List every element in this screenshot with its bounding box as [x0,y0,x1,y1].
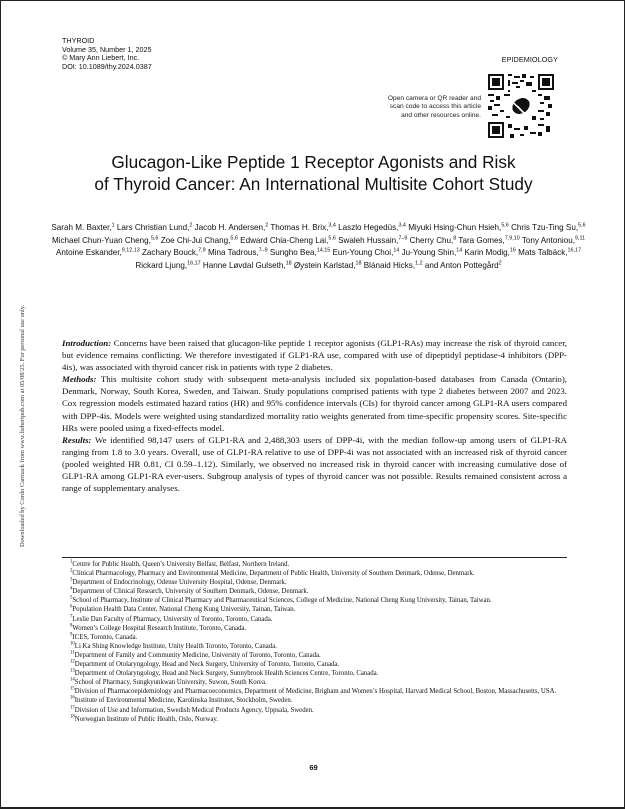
author-affiliation-ref: 2 [498,259,502,266]
affiliation-item [62,633,567,642]
affiliation-number: 10 [70,641,75,647]
author-affiliation-ref: 14 [393,247,400,254]
journal-name: THYROID [62,36,95,45]
affiliations-list [62,560,567,724]
affiliation-number: 6 [70,605,73,611]
affiliation-item [62,651,567,660]
author [52,236,159,245]
author-name: Blánaid Hicks, [363,260,416,270]
author-affiliation-ref: 14,15 [316,247,331,254]
author-affiliation-ref: 16,17 [187,259,201,266]
author-affiliation-ref: 18 [285,259,292,266]
affiliation-item [62,578,567,587]
author-name: Cherry Chu, [409,235,454,245]
author [240,236,336,245]
abstract-introduction [62,337,567,373]
author-affiliation-ref: 2 [265,222,269,229]
qr-caption-line: Open camera or QR reader and [387,95,481,102]
affiliation-item [62,587,567,596]
affiliation-text: Population Health Data Center, National Cheng Kung University, Tainan, Taiwan. [72,606,296,614]
affiliation-text: School of Pharmacy, Sungkyunkwan University, Suwon, South Korea. [74,679,267,687]
affiliation-number: 1 [70,559,73,565]
author-affiliation-ref: 5,6 [328,234,336,241]
author [518,248,581,257]
author [135,261,200,270]
affiliation-text: Department of Clinical Research, University of Southern Denmark, Odense, Denmark. [72,588,309,596]
author-affiliation-ref: 16 [509,247,516,254]
affiliation-text: Leslie Dan Faculty of Pharmacy, University of Toronto, Toronto, Canada. [72,615,273,623]
affiliation-item [62,678,567,687]
affiliation-text: Division of Pharmacoepidemiology and Pharmacoeconomics, Department of Medicine, Brigham and Women’s Hospital, Harvard Medical School, Boston, Massachusetts, USA. [74,688,557,696]
affiliation-text: Norwegian Institute of Public Health, Oslo, Norway. [74,715,219,723]
author [195,223,269,232]
author-name: Rickard Ljung, [135,260,188,270]
author [332,248,399,257]
journal-copyright: © Mary Ann Liebert, Inc. [62,53,140,63]
affiliation-number: 2 [70,568,73,574]
affiliation-number: 13 [70,668,75,674]
affiliation-item [62,596,567,605]
author-affiliation-ref: 8 [453,234,457,241]
affiliation-item [62,687,567,696]
page-bottom-border [1,807,624,808]
title-line: of Thyroid Cancer: An International Multisite Cohort Study [94,173,533,194]
author-name: Sungho Bea, [269,248,317,257]
author [464,248,515,257]
affiliation-number: 7 [70,614,73,620]
affiliation-number: 5 [70,596,73,602]
author [270,248,330,257]
author-name: Antoine Eskander, [56,248,122,257]
author [142,248,206,257]
qr-caption-line: and other resources online. [401,111,481,119]
author-affiliation-ref: 2 [189,222,193,229]
author-name: Miyuki Hsing-Chun Hsieh, [408,223,502,232]
affiliation-text: Division of Use and Information, Swedish Medical Products Agency, Uppsala, Sweden. [74,706,314,714]
author-affiliation-ref: 3,4 [398,222,406,229]
author-name: Edward Chia-Cheng Lai, [240,235,329,245]
affiliation-item [62,660,567,669]
affiliation-text: Department of Otolaryngology, Head and Neck Surgery, Sunnybrook Health Sciences Centre, Toronto, Canada. [74,670,379,678]
affiliation-item [62,569,567,578]
affiliation-text: Department of Endocrinology, Odense University Hospital, Odense, Denmark. [72,579,287,587]
author-name: Karin Modig, [464,248,510,257]
author [51,223,114,232]
author-affiliation-ref: 7–9 [398,234,408,241]
affiliation-number: 17 [70,705,75,711]
affiliation-number: 3 [70,577,73,583]
author-affiliation-ref: 7,9,10 [504,234,520,241]
journal-meta [62,37,152,71]
affiliation-number: 16 [70,696,75,702]
title-line: Glucagon-Like Peptide 1 Receptor Agonists and Risk [111,152,516,172]
affiliation-text: Clinical Pharmacology, Pharmacy and Environmental Medicine, Department of Public Health, University of Southern Denmark, Odense, Denmark. [72,570,475,578]
author [203,261,292,270]
affiliation-item [62,696,567,705]
author-name: Sarah M. Baxter, [51,223,112,232]
author-name: Laszlo Hegedüs, [338,223,399,232]
abstract-label: Results: [62,434,92,445]
section-label: EPIDEMIOLOGY [501,55,558,64]
affiliation-number: 15 [70,687,75,693]
abstract-text: This multisite cohort study with subsequent meta-analysis included six population-based databases from Canada (Ontario), Denmark, Norway, South Korea, Sweden, and Taiwan. Study populations comprised patients with type 2 diabetes between 2007 and 2023. Cox regression models estimated hazard ratios (HR) and 95% confidence intervals (CIs) for thyroid cancer among GLP1-RA users compared with DPP-4is. Models were weighted using standardized mortality ratio weights generated from time-specific propensity scores. Site-specific HRs were pooled using a fixed-effects model. [62,374,567,433]
author-affiliation-ref: 5,6 [578,222,586,229]
author-affiliation-ref: 7–9 [258,247,268,254]
author [364,261,423,270]
author [410,236,457,245]
article-title [41,152,586,195]
abstract-text: We identified 98,147 users of GLP1-RA and 2,488,303 users of DPP-4i, with the median follow-up among users of GLP1-RA ranging from 1.8 to 3.0 years. Overall, use of GLP1-RA relative to use of DPP-4i was not associated with an increased risk of thyroid cancer (pooled weighted HR 0.81, CI 0.59–1.12). Similarly, we observed no increased risk in thyroid cancer with increasing cumulative dose of GLP1-RA among GLP1-RA ever-users. Subgroup analysis of types of thyroid cancer was not possible. Results remained consistent across a range of supplementary analyses. [62,434,567,494]
author-affiliation-ref: 5,6 [501,222,509,229]
affiliation-text: School of Pharmacy, Institute of Clinical Pharmacy and Pharmaceutical Sciences, College of Medicine, National Cheng Kung University, Tainan, Taiwan. [72,597,492,605]
author-name: Jacob H. Andersen, [194,223,266,232]
affiliation-text: Department of Family and Community Medicine, University of Toronto, Toronto, Canada. [74,651,321,659]
author-name: Chris Tzu-Ting Su, [511,223,579,232]
affiliation-number: 8 [70,623,73,629]
author-name: Øystein Karlstad, [293,260,356,270]
affiliation-number: 4 [70,587,73,593]
author [208,248,268,257]
affiliation-text: Women’s College Hospital Research Institute, Toronto, Canada. [72,624,247,632]
author [408,223,509,232]
author [117,223,192,232]
affiliation-number: 14 [70,677,75,683]
author [270,223,336,232]
author [338,223,406,232]
author-affiliation-ref: 7,9 [198,247,206,254]
author-affiliation-ref: 5,6 [230,234,238,241]
author-name: Hanne Løvdal Gulseth, [202,260,286,270]
affiliation-text: Centre for Public Health, Queen’s University Belfast, Belfast, Northern Ireland. [72,561,290,568]
author-name: Zoe Chi-Jui Chang, [160,235,231,245]
author-name: Lars Christian Lund, [116,223,190,232]
author-name: Tony Antoniou, [521,235,575,245]
affiliation-text: Institute of Environmental Medicine, Karolinska Institutet, Stockholm, Sweden. [74,697,293,705]
author [161,236,238,245]
affiliation-number: 18 [70,714,75,720]
page-number: 69 [309,763,318,772]
author [425,261,502,270]
affiliation-item [62,605,567,614]
author-affiliation-ref: 9,11 [574,234,586,241]
affiliation-text: ICES, Toronto, Canada. [72,633,138,641]
affiliation-item [62,715,567,724]
author-affiliation-ref: 1,2 [415,259,423,266]
author-name: Zachary Bouck, [141,248,199,257]
footnote-divider [62,557,567,558]
journal-volume-issue: Volume 35, Number 1, 2025 [62,44,152,54]
journal-doi[interactable]: DOI: 10.1089/thy.2024.0387 [62,61,152,71]
author-affiliation-ref: 18 [355,259,362,266]
author-name: Mina Tadrous, [207,248,259,257]
author-name: Ju-Young Shin, [401,248,457,257]
author-name: and Anton Pottegård [424,260,499,270]
affiliation-number: 9 [70,632,73,638]
download-watermark: Downloaded by Cordo Carmack from www.liebertpub.com at 05/08/25. For personal use only. [19,304,26,547]
author-list [51,222,586,272]
author-name: Swaleh Hussain, [338,235,399,245]
qr-caption-line: scan code to access this article [389,103,481,111]
author-affiliation-ref: 14 [456,247,463,254]
author [511,223,586,232]
abstract-text: Concerns have been raised that glucagon-like peptide 1 receptor agonists (GLP1-RAs) may increase the risk of thyroid cancer, but evidence remains conflicting. We therefore investigated if GLP1-RA use, compared with use of dipeptidyl peptidase-4 inhibitors (DPP-4is), was associated with thyroid cancer risk in patients with type 2 diabetes. [62,338,567,373]
affiliation-text: Li Ka Shing Knowledge Institute, Unity Health Toronto, Toronto, Canada. [74,642,277,650]
abstract-label: Methods: [62,374,97,385]
author [522,236,585,245]
abstract-methods [62,373,567,433]
author-affiliation-ref: 1 [111,222,115,229]
author-affiliation-ref: 5,6 [150,234,159,241]
affiliation-number: 11 [70,650,75,656]
affiliation-text: Department of Otolaryngology, Head and Neck Surgery, University of Toronto, Toronto, Canada. [74,661,340,669]
affiliation-item [62,706,567,715]
affiliation-item [62,624,567,633]
author [56,248,140,257]
author-name: Mats Talbäck, [518,248,568,257]
author [338,236,407,245]
affiliation-item [62,615,567,624]
affiliation-item [62,642,567,651]
author-name: Eun-Young Choi, [332,248,394,257]
abstract-results [62,434,567,494]
abstract-label: Introduction: [62,338,112,348]
author [294,261,362,270]
author-affiliation-ref: 16,17 [567,247,581,254]
affiliation-item [62,560,567,569]
author [458,236,519,245]
qr-caption [361,95,481,120]
author-affiliation-ref: 9,12,13 [121,247,140,254]
affiliation-number: 12 [70,659,75,665]
author [402,248,463,257]
author-name: Tara Gomes, [458,235,505,245]
qr-code-icon[interactable] [486,72,556,140]
author-name: Thomas H. Brix, [270,223,329,232]
affiliation-item [62,669,567,678]
author-affiliation-ref: 3,4 [328,222,336,229]
author-name: Michael Chun-Yuan Cheng, [51,235,151,245]
abstract [62,337,567,494]
